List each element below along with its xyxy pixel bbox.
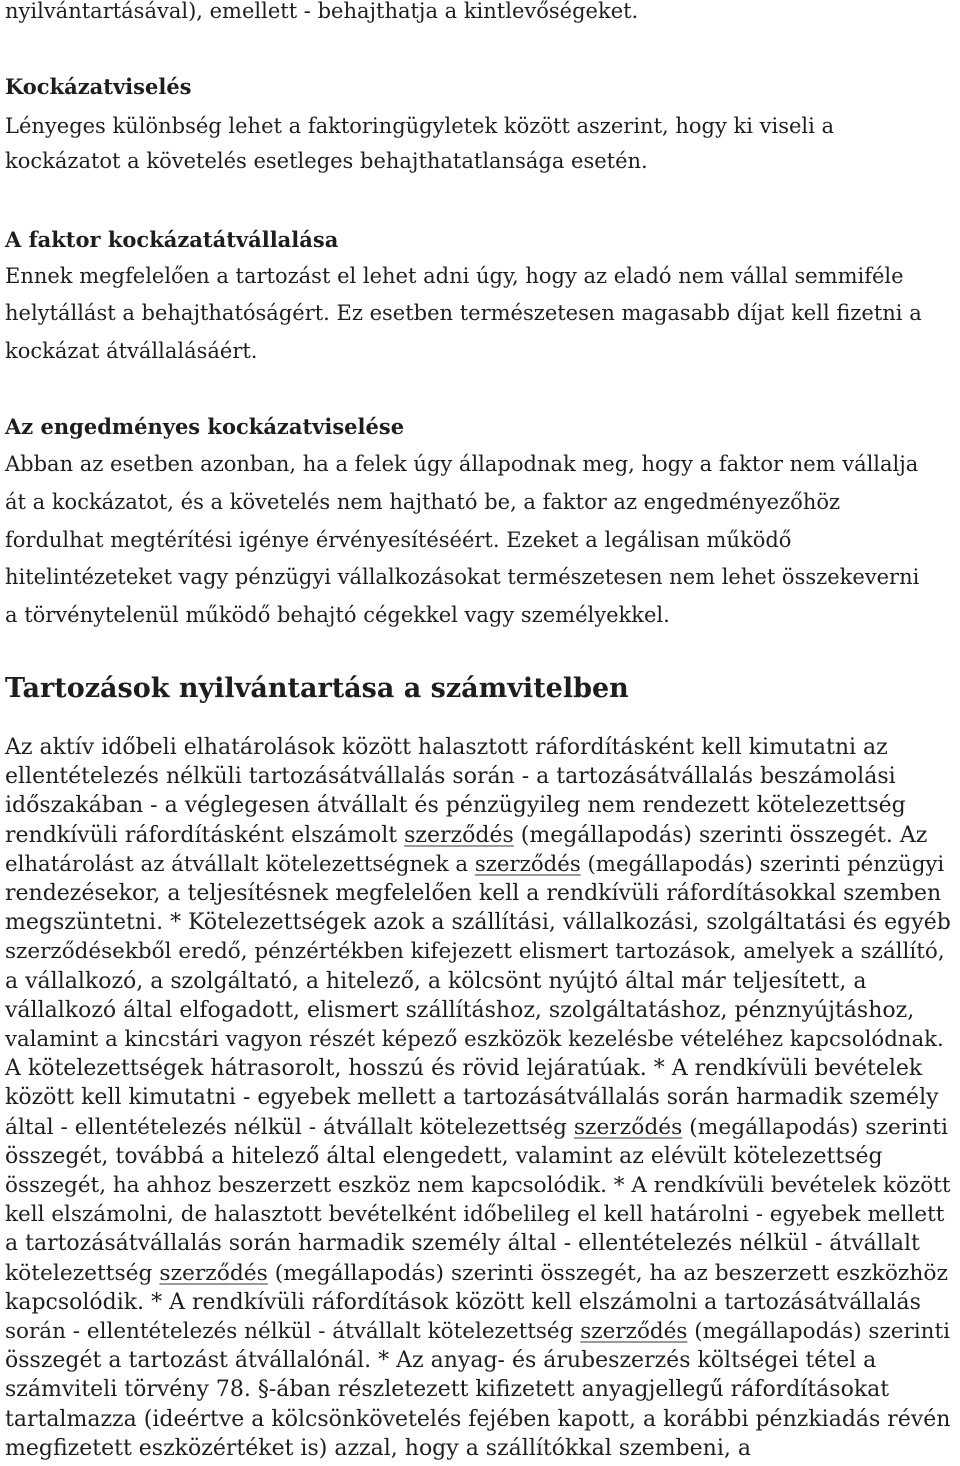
article-line: a tartozásátvállalás során harmadik személy által - ellentételezés nélkül - átvállalt — [5, 1231, 920, 1257]
intro-text: nyilvántartásával), emellett - behajthatja a kintlevőségeket. — [5, 0, 639, 23]
article-text: által - ellentételezés nélkül - átvállalt kötelezettség — [5, 1114, 574, 1140]
article-text: során - ellentételezés nélkül - átvállalt kötelezettség — [5, 1319, 581, 1344]
article-text: kötelezettség — [5, 1260, 160, 1286]
article-line: összegét, továbbá a hitelező által elengedett, valamint az elévült kötelezettség — [5, 1143, 883, 1169]
paragraph-line: a törvénytelenül működő behajtó cégekkel vagy személyekkel. — [5, 603, 670, 627]
article-line: rendezésekor, a teljesítésnek megfelelően kell a rendkívüli ráfordításokkal szemben — [5, 881, 942, 906]
article-line: vállalkozó által elfogadott, elismert szállításhoz, szolgáltatáshoz, pénznyújtáshoz, — [5, 997, 915, 1023]
article-line: kell elszámolni, de halasztott bevételként időbelileg el kell határolni - egyebek mellett — [5, 1202, 945, 1228]
article-line — [5, 823, 927, 848]
article-text: (megállapodás) szerinti összegét, ha az beszerzett eszközhöz — [267, 1260, 948, 1286]
article-line: megszüntetni. * Kötelezettségek azok a szállítási, vállalkozási, szolgáltatási és egyéb — [5, 910, 951, 936]
szerzodes-link[interactable]: szerződés — [580, 1319, 688, 1344]
article-text: (megállapodás) szerinti összegét. Az — [513, 822, 928, 848]
article-line: valamint a kincstári vagyon részét képező eszközök kezelésbe vételéhez kapcsolódnak. — [5, 1027, 944, 1052]
article-text: rendkívüli ráfordításként elszámolt — [5, 822, 405, 848]
article-line: szerződésekből eredő, pénzértékben kifejezett elismert tartozások, amelyek a szállító, — [5, 939, 945, 965]
article-line: Az aktív időbeli elhatárolások között halasztott ráfordításként kell kimutatni az — [5, 735, 888, 760]
section-heading-kockazatviseles: Kockázatviselés — [5, 74, 192, 99]
article-line: összegét, ha ahhoz beszerzett eszköz nem kapcsolódik. * A rendkívüli bevételek között — [5, 1173, 951, 1198]
article-text: (megállapodás) szerinti pénzügyi — [580, 851, 945, 877]
paragraph-line: Abban az esetben azonban, ha a felek úgy állapodnak meg, hogy a faktor nem vállalja — [5, 452, 919, 476]
article-line: a vállalkozó, a szolgáltató, a hitelező, a kölcsönt nyújtó által már teljesített, a — [5, 968, 867, 994]
article-line: A kötelezettségek hátrasorolt, hosszú és rövid lejáratúak. * A rendkívüli bevételek — [5, 1056, 923, 1082]
paragraph-line: fordulhat megtérítési igénye érvényesítéséért. Ezeket a legálisan működő — [5, 528, 792, 552]
article-line: megfizetett eszközértéket is) azzal, hogy a szállítókkal szembeni, a — [5, 1435, 751, 1461]
szerzodes-link[interactable]: szerződés — [474, 851, 581, 877]
article-line: tartalmazza (ideértve a kölcsönkövetelés fejében kapott, a korábbi pénzkiadás révén — [5, 1406, 951, 1432]
article-text: elhatárolást az átvállalt kötelezettségnek a — [5, 851, 475, 877]
szerzodes-link[interactable]: szerződés — [573, 1114, 683, 1140]
article-line: időszakában - a véglegesen átvállalt és pénzügyileg nem rendezett kötelezettség — [5, 793, 906, 819]
article-line: között kell kimutatni - egyebek mellett a tartozásátvállalás során harmadik személy — [5, 1085, 939, 1111]
szerzodes-link[interactable]: szerződés — [404, 822, 514, 848]
article-text: (megállapodás) szerinti — [682, 1114, 948, 1140]
article-line — [5, 852, 944, 877]
section-heading-engedmenyes-kockazatviselese: Az engedményes kockázatviselése — [5, 414, 405, 439]
article-text: (megállapodás) szerinti — [687, 1319, 951, 1344]
paragraph-line: Ennek megfelelően a tartozást el lehet adni úgy, hogy az eladó nem vállal semmiféle — [5, 264, 904, 288]
paragraph-line: át a kockázatot, és a követelés nem hajtható be, a faktor az engedményezőhöz — [5, 490, 841, 514]
article-line — [5, 1319, 950, 1344]
paragraph-line: helytállást a behajthatóságért. Ez esetben természetesen magasabb díjat kell fizetni a — [5, 301, 922, 325]
section-heading-faktor-kockazatatvallalasa: A faktor kockázatátvállalása — [5, 227, 339, 252]
szerzodes-link[interactable]: szerződés — [159, 1260, 268, 1286]
paragraph-line: Lényeges különbség lehet a faktoringügyletek között aszerint, hogy ki viseli a — [5, 114, 835, 138]
article-line: ellentételezés nélküli tartozásátvállalás során - a tartozásátvállalás beszámolási — [5, 764, 896, 790]
paragraph-line: kockázatot a követelés esetleges behajthatatlansága esetén. — [5, 149, 648, 173]
article-line: számviteli törvény 78. §-ában részletezett kifizetett anyagjellegű ráfordításokat — [5, 1377, 890, 1403]
paragraph-line: hitelintézeteket vagy pénzügyi vállalkozásokat természetesen nem lehet összekeverni — [5, 565, 920, 589]
article-title: Tartozások nyilvántartása a számvitelben — [5, 673, 629, 704]
article-line: kapcsolódik. * A rendkívüli ráfordítások között kell elszámolni a tartozásátvállalás — [5, 1289, 921, 1315]
article-line — [5, 1115, 948, 1140]
paragraph-line: kockázat átvállalásáért. — [5, 339, 258, 363]
article-line — [5, 1261, 948, 1286]
article-line: összegét a tartozást átvállalónál. * Az anyag- és árubeszerzés költségei tétel a — [5, 1348, 877, 1374]
